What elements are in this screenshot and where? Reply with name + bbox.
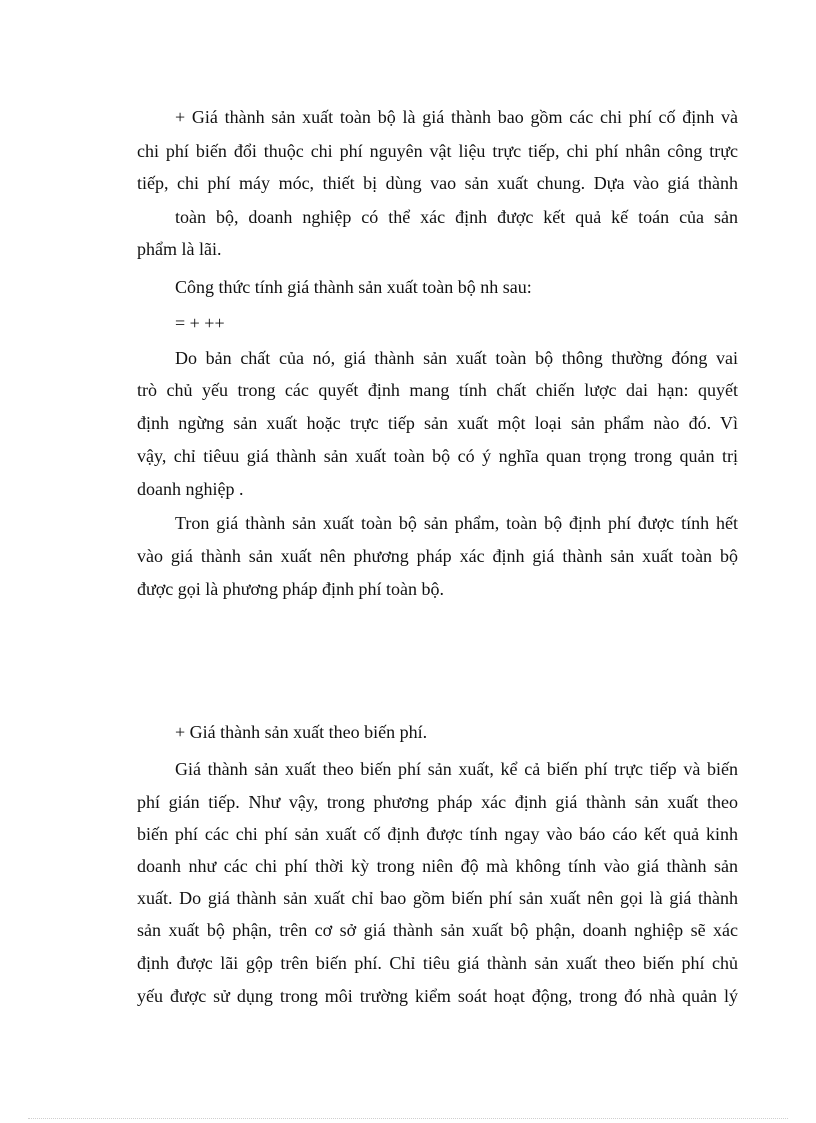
text-line: Giá thành sản xuất theo biến phí sản xuất, kể cả biến phí trực tiếp và biến (175, 759, 738, 779)
text-line: doanh như các chi phí thời kỳ trong niên độ mà không tính vào giá thành sản (137, 856, 738, 876)
text-line: chi phí biến đổi thuộc chi phí nguyên vật liệu trực tiếp, chi phí nhân công trực (137, 141, 738, 161)
text-line: vậy, chỉ tiêuu giá thành sản xuất toàn bộ có ý nghĩa quan trọng trong quản trị (137, 446, 738, 466)
text-line: toàn bộ, doanh nghiệp có thể xác định được kết quả kế toán của sản (175, 207, 738, 227)
text-line: Công thức tính giá thành sản xuất toàn bộ nh sau: (175, 277, 532, 297)
text-line: định ngừng sản xuất hoặc trực tiếp sản xuất một loại sản phẩm nào đó. Vì (137, 413, 738, 433)
section-heading: + Giá thành sản xuất theo biến phí. (175, 722, 428, 742)
text-line: được gọi là phương pháp định phí toàn bộ. (137, 579, 445, 599)
text-line: yếu được sử dụng trong môi trường kiểm soát hoạt động, trong đó nhà quản lý (137, 986, 738, 1006)
text-line: Do bản chất của nó, giá thành sản xuất toàn bộ thông thường đóng vai (175, 348, 738, 368)
text-line: sản xuất bộ phận, trên cơ sở giá thành sản xuất bộ phận, doanh nghiệp sẽ xác (137, 920, 738, 940)
text-line: vào giá thành sản xuất nên phương pháp xác định giá thành sản xuất toàn bộ (137, 546, 738, 566)
text-line: + Giá thành sản xuất toàn bộ là giá thành bao gồm các chi phí cố định và (175, 107, 738, 127)
text-line: phí gián tiếp. Như vậy, trong phương pháp xác định giá thành sản xuất theo (137, 792, 738, 812)
text-line: Tron giá thành sản xuất toàn bộ sản phẩm, toàn bộ định phí được tính hết (175, 513, 738, 533)
text-line: biến phí các chi phí sản xuất cố định được tính ngay vào báo cáo kết quả kinh (137, 824, 738, 844)
text-line: doanh nghiệp . (137, 479, 244, 499)
page-bottom-divider (28, 1118, 788, 1119)
text-line: phẩm là lãi. (137, 239, 222, 259)
text-line: xuất. Do giá thành sản xuất chỉ bao gồm biến phí sản xuất nên gọi là giá thành (137, 888, 738, 908)
text-line: tiếp, chi phí máy móc, thiết bị dùng vao sản xuất chung. Dựa vào giá thành (137, 173, 738, 193)
text-line: định được lãi gộp trên biến phí. Chỉ tiêu giá thành sản xuất theo biến phí chủ (137, 953, 738, 973)
formula-line: = + ++ (175, 313, 225, 333)
text-line: trò chủ yếu trong các quyết định mang tính chất chiến lược dai hạn: quyết (137, 380, 738, 400)
